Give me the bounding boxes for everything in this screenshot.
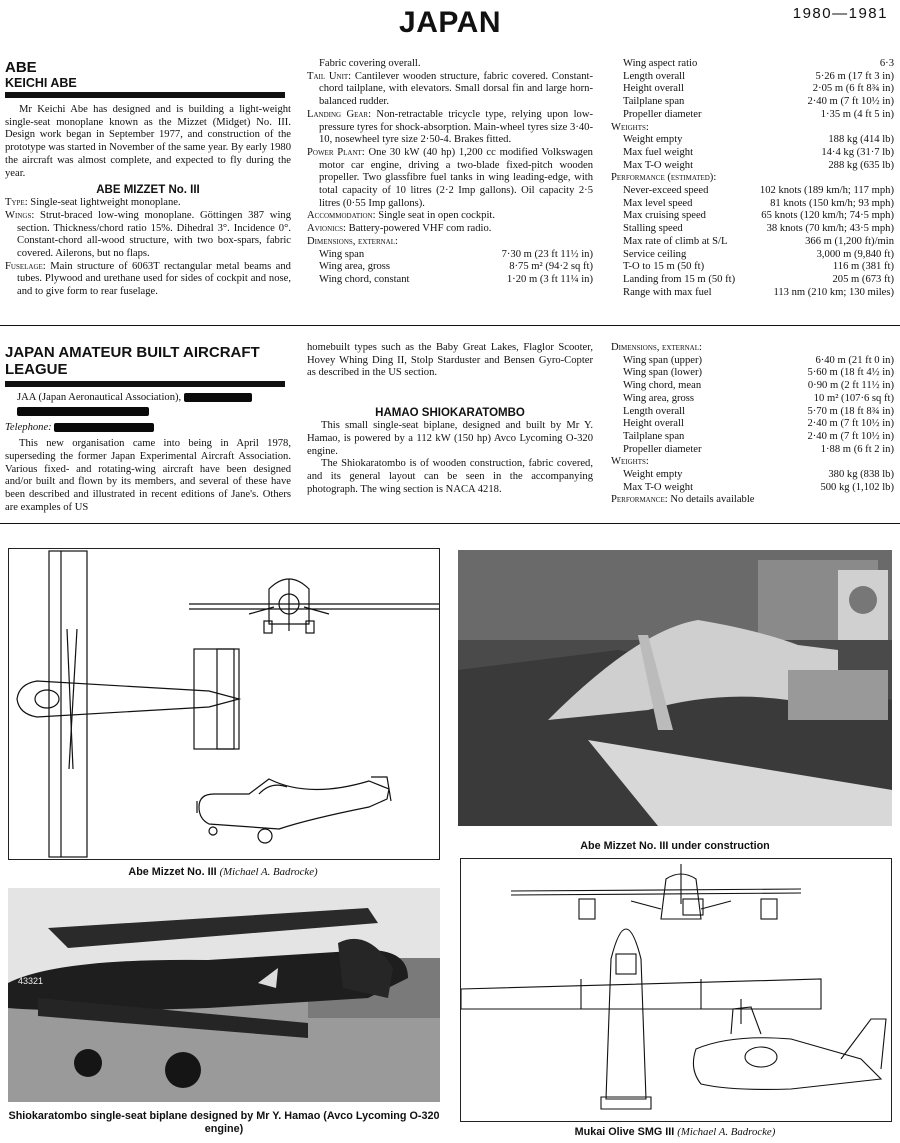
abe-wings-label: Wings:	[5, 209, 35, 221]
spec-value: 366 m (1,200 ft)/min	[805, 235, 894, 247]
spec-row	[611, 274, 894, 287]
spec-key: Propeller diameter	[623, 108, 702, 120]
mukai-caption-text: Mukai Olive SMG III	[574, 1126, 675, 1138]
spec-value: 65 knots (120 km/h; 74·5 mph)	[761, 210, 894, 222]
hamao-weights-label: Weights:	[611, 456, 649, 468]
spec-key: Never-exceed speed	[623, 185, 709, 197]
spec-key: Propeller diameter	[623, 443, 702, 455]
spec-key: Max fuel weight	[623, 146, 694, 158]
spec-row	[611, 367, 894, 380]
spec-row	[611, 469, 894, 482]
spec-row	[611, 431, 894, 444]
spec-value: 8·75 m² (94·2 sq ft)	[509, 261, 593, 273]
page-title: JAPAN	[399, 6, 501, 39]
abe-column-1	[5, 60, 291, 299]
spec-key: Tailplane span	[623, 96, 685, 108]
spec-key: Wing chord, constant	[319, 273, 410, 285]
shiokaratombo-photo	[8, 888, 440, 1102]
abe-gear-label: Landing Gear:	[307, 108, 372, 120]
spec-key: Wing aspect ratio	[623, 58, 698, 69]
spec-value: 500 kg (1,102 lb)	[820, 481, 894, 493]
abe-intro: Mr Keichi Abe has designed and is building a light-weight single-seat monoplane known as the Mizzet (Midget) No. III. Design work began in September 1977, and construction of the prototype was started in November of the same year. By early 1980 the aircraft was almost complete, and expected to fly during the year.	[5, 104, 291, 179]
spec-value: 7·30 m (23 ft 11½ in)	[501, 248, 593, 260]
spec-key: Wing span (lower)	[623, 367, 703, 379]
spec-row	[611, 418, 894, 431]
hamao-dims-table	[611, 355, 894, 457]
spec-row	[611, 444, 894, 457]
spec-key: Max T-O weight	[623, 159, 694, 171]
abe-mizzet-3view-svg	[9, 549, 439, 859]
abe-mizzet-drawing	[8, 548, 440, 860]
spec-key: Wing area, gross	[623, 392, 695, 404]
jaa-column-2	[307, 342, 593, 496]
abe-construction-photo	[458, 550, 892, 826]
hamao-p1: This small single-seat biplane, designed and built by Mr Y. Hamao, is powered by a 112 kW (150 hp) Avco Lycoming O-320 engine.	[307, 420, 593, 457]
spec-value: 2·40 m (7 ft 10½ in)	[807, 418, 894, 430]
spec-row	[611, 96, 894, 109]
abe-weights-label: Weights:	[611, 121, 649, 133]
spec-key: Length overall	[623, 405, 686, 417]
jaa-address-text: JAA (Japan Aeronautical Association),	[17, 392, 182, 403]
shiokaratombo-caption: Shiokaratombo single-seat biplane designed by Mr Y. Hamao (Avco Lycoming O-320 engine)	[8, 1110, 440, 1135]
spec-value: 5·26 m (17 ft 3 in)	[815, 70, 894, 82]
spec-key: Height overall	[623, 83, 684, 95]
jaa-telephone-label: Telephone:	[5, 422, 52, 434]
section-divider	[0, 325, 900, 326]
spec-row	[611, 355, 894, 368]
biplane-registration: 43321	[18, 976, 44, 986]
abe-fabric-note: Fabric covering overall.	[319, 58, 421, 69]
abe-title-rule	[5, 92, 285, 98]
spec-row	[611, 71, 894, 84]
redaction-bar	[54, 423, 154, 432]
spec-row	[611, 223, 894, 236]
abe-dims-table	[307, 249, 593, 287]
abe-drawing-caption-text: Abe Mizzet No. III	[128, 866, 217, 878]
spec-row	[307, 274, 593, 287]
spec-value: 0·90 m (2 ft 11½ in)	[807, 380, 894, 392]
abe-power	[307, 147, 593, 211]
spec-value: 188 kg (414 lb)	[828, 134, 894, 146]
abe-accom-text: Single seat in open cockpit.	[378, 210, 496, 222]
spec-value: 14·4 kg (31·7 lb)	[821, 146, 894, 158]
spec-value: 1·88 m (6 ft 2 in)	[820, 443, 894, 455]
hamao-model-title: HAMAO SHIOKARATOMBO	[375, 407, 525, 420]
redaction-bar	[17, 407, 149, 416]
abe-tail-label: Tail Unit:	[307, 70, 352, 82]
abe-type	[5, 197, 291, 210]
mukai-olive-drawing	[460, 858, 892, 1122]
spec-row	[611, 185, 894, 198]
spec-value: 116 m (381 ft)	[832, 261, 894, 273]
spec-value: 102 knots (189 km/h; 117 mph)	[759, 185, 894, 197]
spec-row	[611, 482, 894, 495]
abe-drawing-credit: (Michael A. Badrocke)	[219, 866, 318, 878]
abe-weights-table	[611, 134, 894, 172]
hamao-perf-label: Performance:	[611, 494, 668, 506]
mukai-3view-svg	[461, 859, 891, 1121]
spec-value: 2·40 m (7 ft 10½ in)	[807, 430, 894, 442]
abe-section-title: ABE	[5, 59, 37, 76]
abe-dims2-table	[611, 58, 894, 122]
jaa-address	[5, 392, 291, 405]
hamao-weights-table	[611, 469, 894, 494]
spec-value: 5·70 m (18 ft 8¾ in)	[807, 405, 894, 417]
spec-value: 2·40 m (7 ft 10½ in)	[807, 96, 894, 108]
jaa-column-1	[5, 344, 291, 514]
abe-perf-table	[611, 185, 894, 299]
spec-key: Wing area, gross	[319, 261, 391, 273]
spec-value: 2·05 m (6 ft 8¾ in)	[812, 83, 894, 95]
spec-row	[611, 109, 894, 122]
spec-row	[611, 198, 894, 211]
abe-power-label: Power Plant:	[307, 146, 365, 158]
jaa-column-3	[611, 342, 894, 507]
abe-type-label: Type:	[5, 197, 28, 209]
redaction-bar	[184, 393, 252, 402]
spec-value: 6·40 m (21 ft 0 in)	[815, 354, 894, 366]
abe-dims-label: Dimensions, external:	[307, 235, 398, 247]
abe-accom-label: Accommodation:	[307, 210, 376, 222]
abe-column-3	[611, 58, 894, 299]
spec-key: Wing span	[319, 248, 365, 260]
spec-key: Height overall	[623, 418, 684, 430]
spec-row	[611, 160, 894, 173]
spec-row	[611, 147, 894, 160]
abe-avionics-text: Battery-powered VHF com radio.	[348, 223, 492, 235]
spec-key: Max cruising speed	[623, 210, 706, 222]
abe-tail	[307, 71, 593, 109]
abe-wings	[5, 210, 291, 261]
spec-value: 81 knots (150 km/h; 93 mph)	[770, 197, 894, 209]
abe-gear-text: Non-retractable tricycle type, relying upon low-pressure tyres for shock-absorption. Main-wheel tyres size 3·40-10, nosewheel tyre size 2·50-4. Brakes fitted.	[319, 108, 593, 146]
abe-column-2	[307, 58, 593, 287]
spec-row	[611, 58, 894, 71]
abe-avionics	[307, 223, 593, 236]
spec-key: Range with max fuel	[623, 286, 712, 298]
hamao-p2: The Shiokaratombo is of wooden construction, fabric covered, and its general layout can be seen in the accompanying photograph. The wing section is NACA 4218.	[307, 458, 593, 495]
spec-key: Max rate of climb at S/L	[623, 235, 728, 247]
hamao-perf-text: No details available	[670, 494, 755, 506]
spec-row	[307, 261, 593, 274]
spec-key: Wing chord, mean	[623, 380, 702, 392]
abe-model-title: ABE MIZZET No. III	[96, 184, 200, 197]
abe-photo-caption: Abe Mizzet No. III under construction	[580, 840, 770, 852]
spec-value: 1·20 m (3 ft 11¼ in)	[506, 273, 593, 285]
abe-wings-text: Strut-braced low-wing monoplane. Göttingen 387 wing section. Thickness/chord ratio 15%. Dihedral 3°. Incidence 0°. Constant-chord all-wood structure, with two box-spars, fabric covered. Ailerons, but no flaps.	[17, 209, 291, 260]
spec-key: Tailplane span	[623, 430, 685, 442]
spec-row	[611, 236, 894, 249]
spec-row	[611, 287, 894, 300]
spec-value: 38 knots (70 km/h; 43·5 mph)	[766, 223, 894, 235]
spec-key: Stalling speed	[623, 223, 683, 235]
spec-value: 380 kg (838 lb)	[828, 469, 894, 481]
spec-key: T-O to 15 m (50 ft)	[623, 261, 705, 273]
workshop-photo-svg	[458, 550, 892, 826]
spec-row	[611, 249, 894, 262]
hamao-dims-label: Dimensions, external:	[611, 342, 702, 353]
abe-gear	[307, 109, 593, 147]
spec-row	[307, 249, 593, 262]
abe-accommodation	[307, 210, 593, 223]
spec-value: 3,000 m (9,840 ft)	[816, 248, 894, 260]
edition-years: 1980—1981	[792, 5, 888, 22]
mukai-caption	[460, 1126, 890, 1139]
spec-row	[611, 134, 894, 147]
spec-key: Landing from 15 m (50 ft)	[623, 273, 736, 285]
abe-perf-label: Performance (estimated):	[611, 172, 717, 184]
abe-fuselage	[5, 261, 291, 299]
spec-row	[611, 406, 894, 419]
spec-row	[611, 83, 894, 96]
spec-value: 6·3	[879, 58, 894, 69]
abe-power-text: One 30 kW (40 hp) 1,200 cc modified Volkswagen motor car engine, driving a two-blade fixed-pitch wooden propeller. Two glassfibre fuel tanks in wing leading-edge, with total capacity of 10 litres (2·2 Imp gallons). Oil capacity 2·5 litres (0·55 Imp gallons).	[319, 146, 593, 209]
jaa-intro: This new organisation came into being in April 1978, superseding the former Japan Experimental Aircraft Association. Various fixed- and rotating-wing aircraft have been designed and/or built and flown by its members, and several of these have been described and illustrated in recent editions of Jane's. Others are examples of US	[5, 438, 291, 513]
jaa-intro-cont: homebuilt types such as the Baby Great Lakes, Flaglor Scooter, Hovey Whing Ding II, Stolp Starduster and Bensen Gyro-Copter as described in the US section.	[307, 342, 593, 379]
abe-fuselage-text: Main structure of 6063T rectangular metal beams and tubes. Plywood and urethane used for sides of cockpit and nose, and to give form to rear fuselage.	[17, 260, 291, 298]
spec-row	[611, 393, 894, 406]
jaa-title-rule	[5, 381, 285, 387]
spec-value: 10 m² (107·6 sq ft)	[813, 392, 894, 404]
abe-avionics-label: Avionics:	[307, 223, 346, 235]
spec-key: Weight empty	[623, 134, 683, 146]
spec-value: 205 m (673 ft)	[832, 273, 894, 285]
spec-key: Service ceiling	[623, 248, 687, 260]
mukai-credit: (Michael A. Badrocke)	[677, 1126, 776, 1138]
spec-value: 288 kg (635 lb)	[828, 159, 894, 171]
abe-tail-text: Cantilever wooden structure, fabric covered. Constant-chord tailplane, with elevators. Small dorsal fin and large horn-balanced rudder.	[319, 70, 593, 108]
spec-value: 1·35 m (4 ft 5 in)	[820, 108, 894, 120]
figures-divider	[0, 523, 900, 524]
spec-row	[611, 210, 894, 223]
jaa-section-title: JAPAN AMATEUR BUILT AIRCRAFT LEAGUE	[5, 344, 260, 378]
spec-key: Max level speed	[623, 197, 693, 209]
abe-drawing-caption	[8, 866, 438, 879]
abe-fuselage-label: Fuselage:	[5, 260, 46, 272]
biplane-photo-svg	[8, 888, 440, 1102]
spec-key: Wing span (upper)	[623, 354, 703, 366]
spec-value: 5·60 m (18 ft 4½ in)	[807, 367, 894, 379]
spec-key: Length overall	[623, 70, 686, 82]
spec-value: 113 nm (210 km; 130 miles)	[773, 286, 894, 298]
spec-key: Weight empty	[623, 469, 683, 481]
abe-section-subtitle: KEICHI ABE	[5, 76, 77, 90]
spec-key: Max T-O weight	[623, 481, 694, 493]
spec-row	[611, 380, 894, 393]
spec-row	[611, 261, 894, 274]
abe-type-text: Single-seat lightweight monoplane.	[30, 197, 181, 209]
